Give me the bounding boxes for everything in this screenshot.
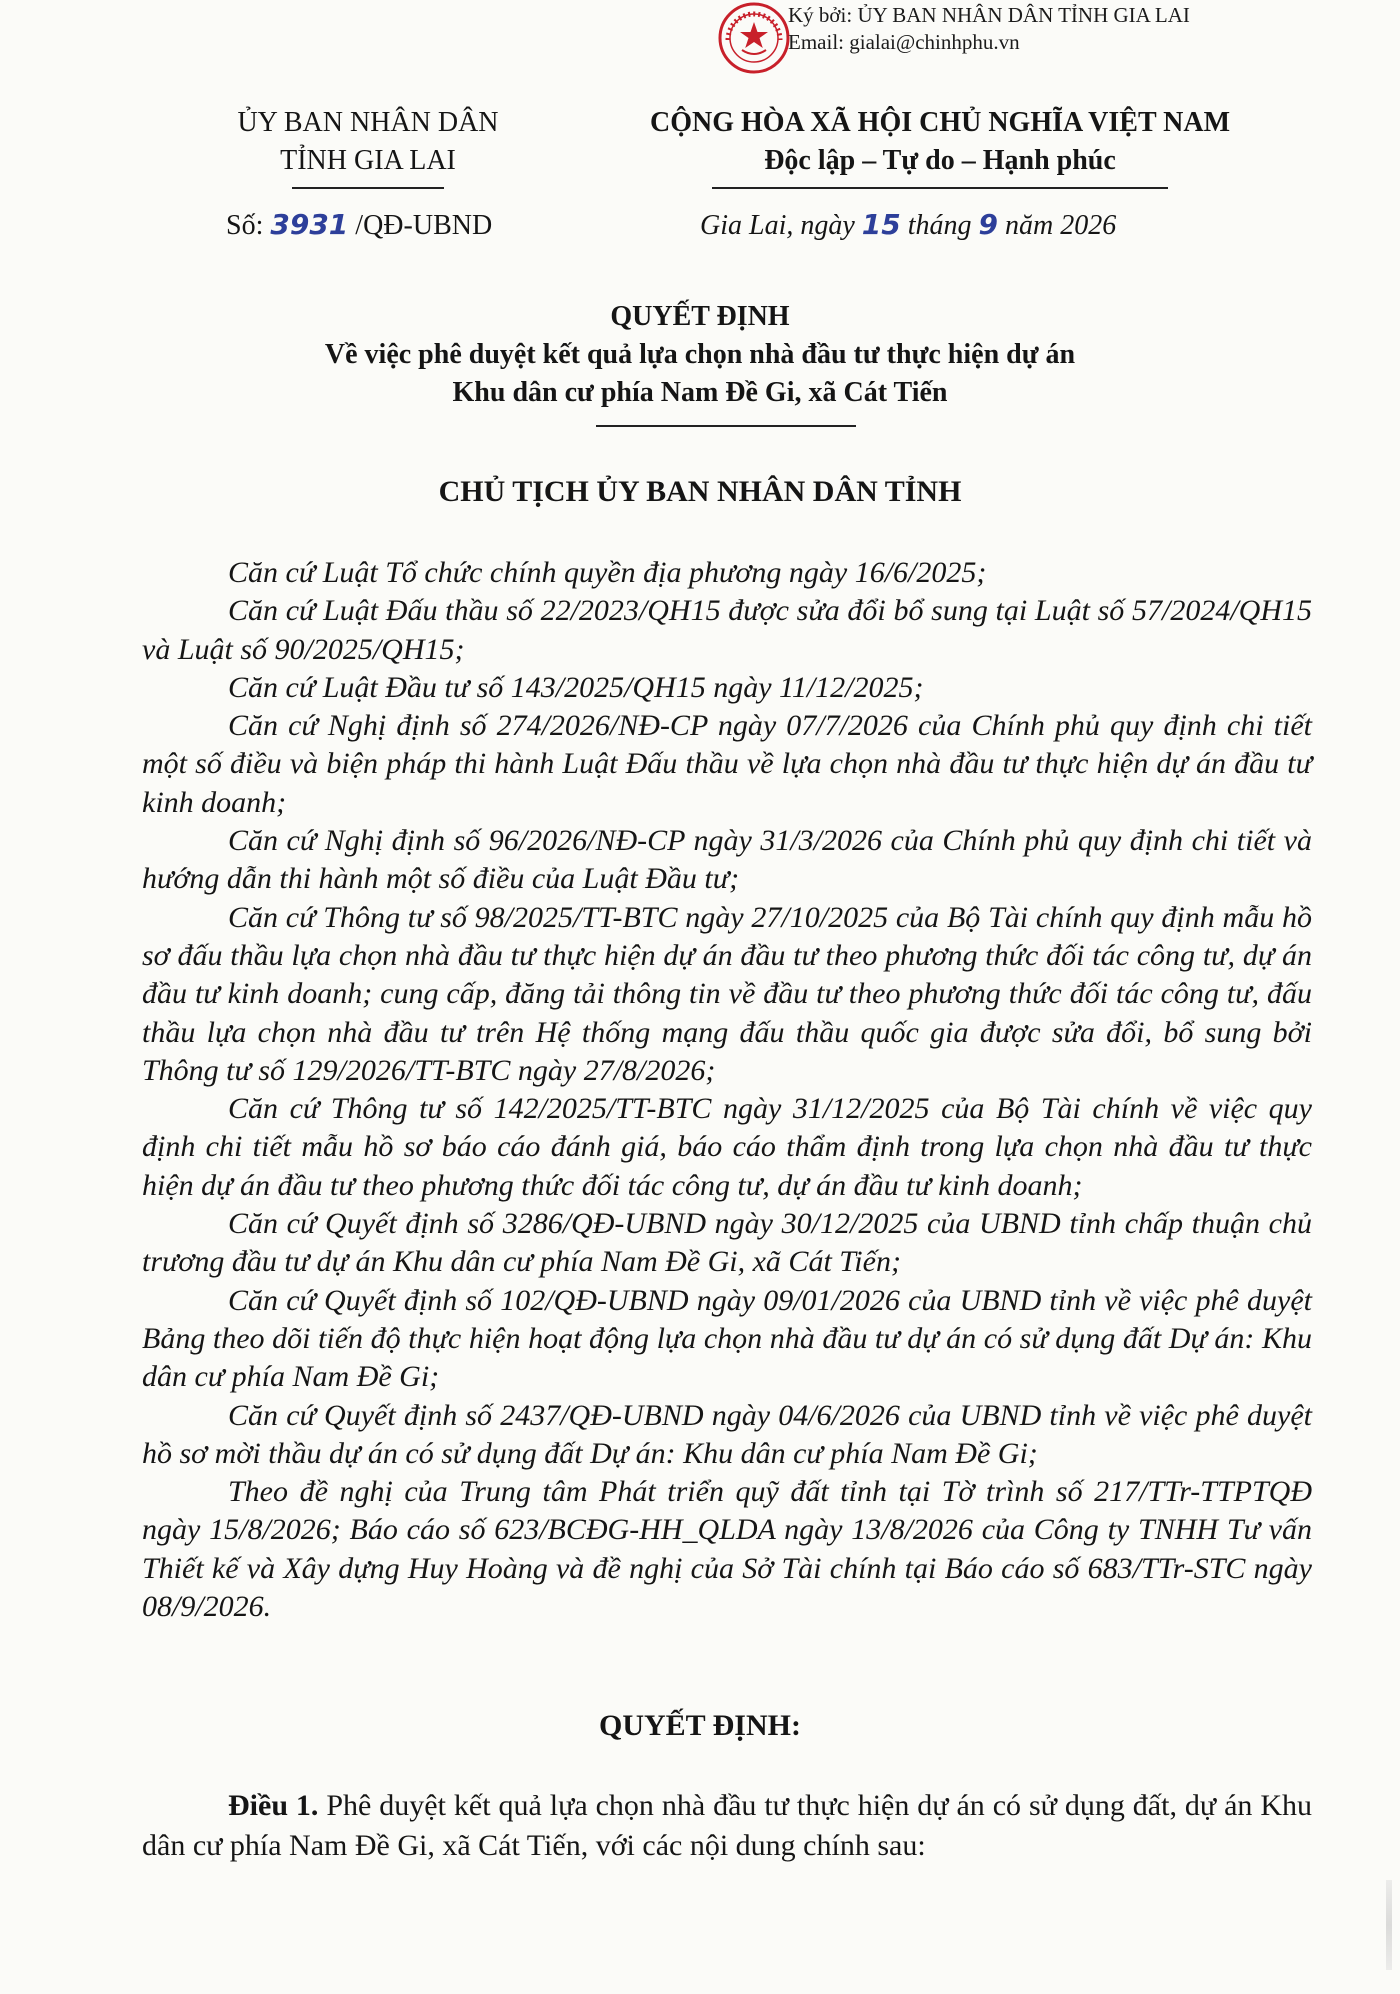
subject-line-1: Về việc phê duyệt kết quả lựa chọn nhà đầu tư thực hiện dự án <box>324 339 1076 370</box>
handwritten-day: 15 <box>861 208 901 241</box>
agency-underline <box>292 187 444 189</box>
handwritten-month: 9 <box>978 208 999 241</box>
basis-paragraph: Căn cứ Luật Đấu thầu số 22/2023/QH15 được sửa đổi bổ sung tại Luật số 57/2024/QH15 và Luật số 90/2025/QH15; <box>142 594 1312 666</box>
signed-by-text: Ký bởi: ỦY BAN NHÂN DÂN TỈNH GIA LAI <box>788 3 1190 27</box>
scan-edge-mark <box>1386 1880 1392 1970</box>
official-seal-icon <box>716 0 792 76</box>
basis-paragraph: Căn cứ Quyết định số 2437/QĐ-UBND ngày 04/6/2026 của UBND tỉnh về việc phê duyệt hồ sơ mời thầu dự án có sử dụng đất Dự án: Khu dân cư phía Nam Đề Gi; <box>142 1398 1312 1470</box>
national-header <box>590 104 1290 180</box>
month-label: tháng <box>907 210 972 241</box>
digital-signature <box>716 0 1336 80</box>
agency-line-1: ỦY BAN NHÂN DÂN <box>237 107 499 138</box>
date-year: năm 2026 <box>1005 210 1117 241</box>
date-place: Gia Lai, ngày <box>700 210 855 241</box>
signer-email: Email: gialai@chinhphu.vn <box>788 30 1020 54</box>
agency-line-2: TỈNH GIA LAI <box>280 145 456 176</box>
national-motto: Độc lập – Tự do – Hạnh phúc <box>764 145 1116 176</box>
basis-paragraph: Căn cứ Quyết định số 3286/QĐ-UBND ngày 30/12/2025 của UBND tỉnh chấp thuận chủ trương đầu tư dự án Khu dân cư phía Nam Đề Gi, xã Cát Tiến; <box>142 1207 1312 1279</box>
basis-paragraph: Căn cứ Luật Đầu tư số 143/2025/QH15 ngày 11/12/2025; <box>228 670 924 704</box>
basis-paragraph: Căn cứ Nghị định số 96/2026/NĐ-CP ngày 31/3/2026 của Chính phủ quy định chi tiết và hướng dẫn thi hành một số điều của Luật Đầu tư; <box>142 824 1312 896</box>
basis-paragraph: Theo đề nghị của Trung tâm Phát triển quỹ đất tỉnh tại Tờ trình số 217/TTr-TTPTQĐ ngày 15/8/2026; Báo cáo số 623/BCĐG-HH_QLDA ngày 13/8/2026 của Công ty TNHH Tư vấn Thiết kế và Xây dựng Huy Hoàng và đề nghị của Sở Tài chính tại Báo cáo số 683/TTr-STC ngày 08/9/2026. <box>142 1475 1312 1624</box>
issuing-authority: CHỦ TỊCH ỦY BAN NHÂN DÂN TỈNH <box>438 475 962 508</box>
document-type: QUYẾT ĐỊNH <box>610 301 790 332</box>
basis-paragraph: Căn cứ Luật Tổ chức chính quyền địa phương ngày 16/6/2025; <box>228 556 987 589</box>
handwritten-number: 3931 <box>270 208 349 241</box>
motto-underline <box>712 187 1168 189</box>
basis-paragraph: Căn cứ Nghị định số 274/2026/NĐ-CP ngày 07/7/2026 của Chính phủ quy định chi tiết một số điều và biện pháp thi hành Luật Đấu thầu về lựa chọn nhà đầu tư thực hiện dự án đầu tư kinh doanh; <box>142 709 1312 819</box>
title-underline <box>596 425 856 427</box>
number-suffix: /QĐ-UBND <box>355 210 493 241</box>
issue-date <box>700 206 1116 245</box>
basis-paragraph: Căn cứ Thông tư số 98/2025/TT-BTC ngày 27/10/2025 của Bộ Tài chính quy định mẫu hồ sơ đấu thầu lựa chọn nhà đầu tư thực hiện dự án đầu tư theo phương thức đối tác công tư, dự án đầu tư kinh doanh; cung cấp, đăng tải thông tin về đầu tư theo phương thức đối tác công tư, đấu thầu lựa chọn nhà đầu tư trên Hệ thống mạng đấu thầu quốc gia được sửa đổi, bổ sung bởi Thông tư số 129/2026/TT-BTC ngày 27/8/2026; <box>142 900 1312 1087</box>
article-1-label: Điều 1. <box>228 1789 319 1822</box>
legal-basis <box>142 554 1312 1626</box>
issuing-agency <box>168 104 568 180</box>
document-number <box>226 206 492 245</box>
document-title <box>100 298 1300 412</box>
republic-name: CỘNG HÒA XÃ HỘI CHỦ NGHĨA VIỆT NAM <box>649 107 1231 138</box>
basis-paragraph: Căn cứ Thông tư số 142/2025/TT-BTC ngày 31/12/2025 của Bộ Tài chính về việc quy định chi tiết mẫu hồ sơ báo cáo đánh giá, báo cáo thẩm định trong lựa chọn nhà đầu tư thực hiện dự án đầu tư theo phương thức đối tác công tư, dự án đầu tư kinh doanh; <box>142 1092 1312 1202</box>
basis-paragraph: Căn cứ Quyết định số 102/QĐ-UBND ngày 09/01/2026 của UBND tỉnh về việc phê duyệt Bảng theo dõi tiến độ thực hiện hoạt động lựa chọn nhà đầu tư dự án có sử dụng đất Dự án: Khu dân cư phía Nam Đề Gi; <box>142 1283 1312 1394</box>
subject-line-2: Khu dân cư phía Nam Đề Gi, xã Cát Tiến <box>452 377 948 408</box>
article-1-text: Phê duyệt kết quả lựa chọn nhà đầu tư thực hiện dự án có sử dụng đất, dự án Khu dân cư phía Nam Đề Gi, xã Cát Tiến, với các nội dung chính sau: <box>142 1789 1313 1862</box>
article-1 <box>142 1786 1312 1866</box>
decision-heading: QUYẾT ĐỊNH: <box>599 1709 801 1742</box>
number-prefix: Số: <box>226 210 264 241</box>
